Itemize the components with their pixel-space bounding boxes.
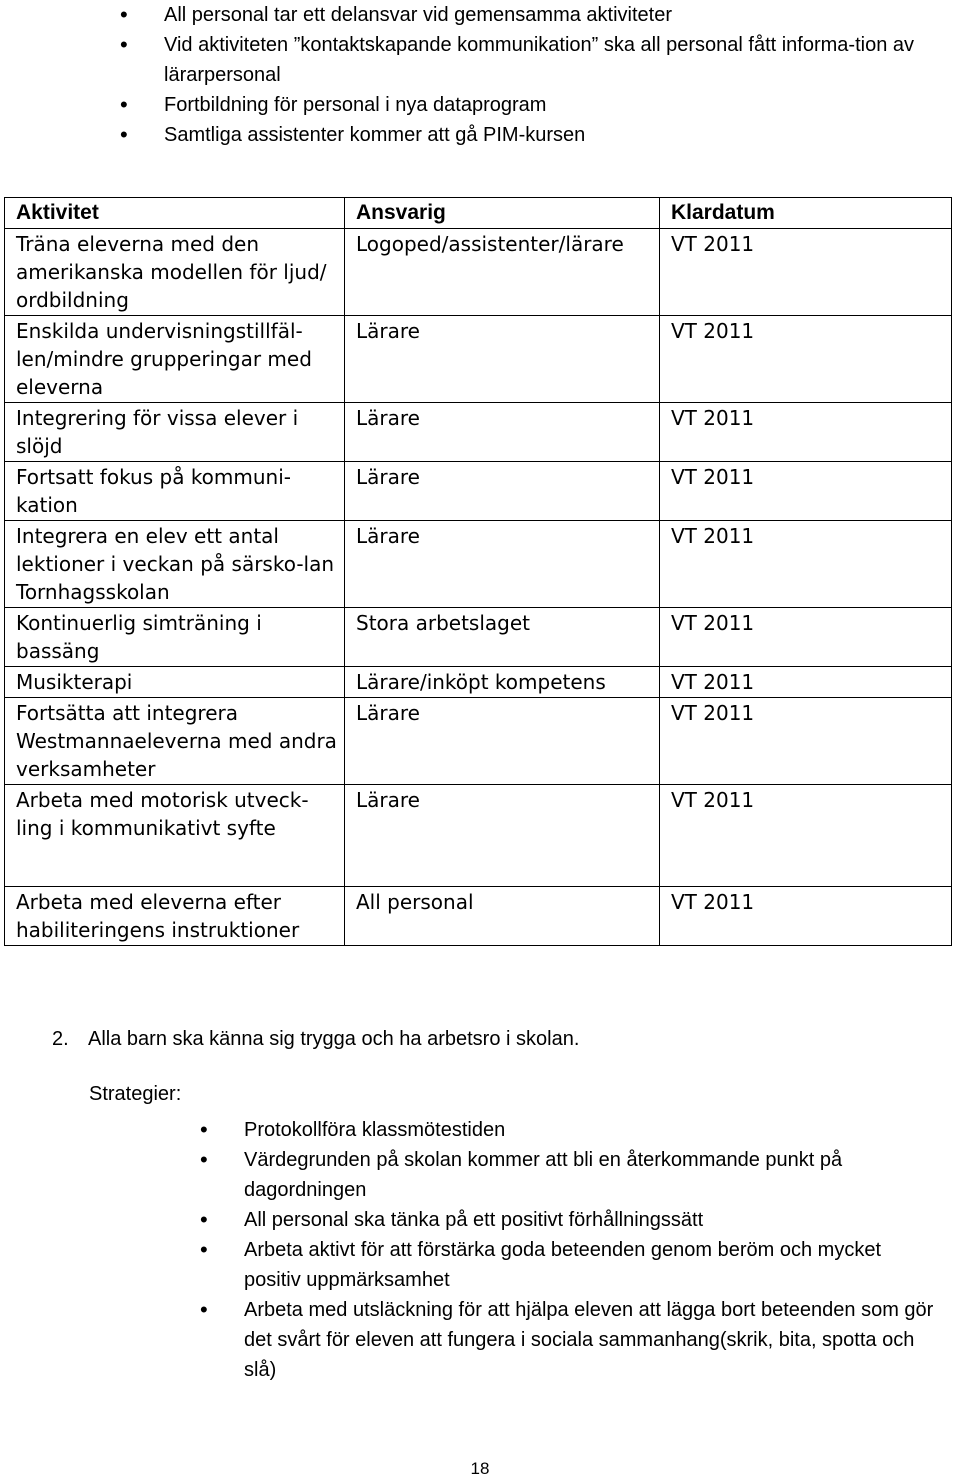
list-item: • Samtliga assistenter kommer att gå PIM-kursen <box>120 120 950 150</box>
table-row <box>5 887 952 946</box>
section-number: 2. <box>52 1028 69 1050</box>
cell-responsible: Lärare <box>345 521 660 608</box>
cell-due-date: VT 2011 <box>660 608 952 667</box>
cell-due-date: VT 2011 <box>660 316 952 403</box>
page-number: 18 <box>470 1459 490 1478</box>
cell-due-date: VT 2011 <box>660 698 952 785</box>
list-item: • Protokollföra klassmötestiden <box>200 1115 940 1145</box>
table-row <box>5 667 952 698</box>
table-row <box>5 462 952 521</box>
activity-table <box>4 197 952 905</box>
header-due-date: Klardatum <box>660 198 952 229</box>
list-item: • All personal ska tänka på ett positivt förhållningssätt <box>200 1205 940 1235</box>
table-row <box>5 698 952 785</box>
cell-activity: Fortsatt fokus på kommuni-kation <box>5 462 345 521</box>
cell-responsible: All personal <box>345 887 660 946</box>
list-item: • Vid aktiviteten ”kontaktskapande kommunikation” ska all personal fått informa-tion av lärarpersonal <box>120 30 950 90</box>
cell-responsible: Lärare <box>345 462 660 521</box>
cell-responsible: Lärare/inköpt kompetens <box>345 667 660 698</box>
cell-activity: Arbeta med eleverna efter habiliteringens instruktioner <box>5 887 345 946</box>
cell-responsible: Logoped/assistenter/lärare <box>345 229 660 316</box>
cell-due-date: VT 2011 <box>660 667 952 698</box>
cell-activity: Kontinuerlig simträning i bassäng <box>5 608 345 667</box>
table-header-row <box>5 198 952 229</box>
cell-due-date: VT 2011 <box>660 785 952 844</box>
cell-responsible: Lärare <box>345 403 660 462</box>
cell-activity: Musikterapi <box>5 667 345 698</box>
cell-activity: Integrera en elev ett antal lektioner i veckan på särsko-lan Tornhagsskolan <box>5 521 345 608</box>
table-row <box>5 521 952 608</box>
activity-table-continued <box>4 886 952 946</box>
list-item: • All personal tar ett delansvar vid gemensamma aktiviteter <box>120 0 950 30</box>
table-row <box>5 316 952 403</box>
strategies-label: Strategier: <box>89 1083 182 1105</box>
cell-responsible: Lärare <box>345 316 660 403</box>
header-responsible: Ansvarig <box>345 198 660 229</box>
cell-due-date: VT 2011 <box>660 887 952 946</box>
cell-activity: Enskilda undervisningstillfäl-len/mindre grupperingar med eleverna <box>5 316 345 403</box>
cell-activity: Fortsätta att integrera Westmannaeleverna med andra verksamheter <box>5 698 345 785</box>
list-item: • Värdegrunden på skolan kommer att bli en återkommande punkt på dagordningen <box>200 1145 940 1205</box>
section-heading <box>52 1024 579 1054</box>
list-item: • Fortbildning för personal i nya dataprogram <box>120 90 950 120</box>
table-row <box>5 608 952 667</box>
cell-responsible: Lärare <box>345 698 660 785</box>
list-item: • Arbeta med utsläckning för att hjälpa eleven att lägga bort beteenden som gör det svårt för eleven att fungera i sociala sammanhang(skrik, bita, spotta och slå) <box>200 1295 940 1385</box>
cell-due-date: VT 2011 <box>660 462 952 521</box>
cell-activity: Arbeta med motorisk utveck-ling i kommunikativt syfte <box>5 785 345 844</box>
list-item: • Arbeta aktivt för att förstärka goda beteenden genom beröm och mycket positiv uppmärksamhet <box>200 1235 940 1295</box>
strategies-list <box>200 1115 940 1385</box>
top-bullet-list <box>120 0 950 150</box>
table-row <box>5 403 952 462</box>
cell-activity: Integrering för vissa elever i slöjd <box>5 403 345 462</box>
cell-due-date: VT 2011 <box>660 403 952 462</box>
header-activity: Aktivitet <box>5 198 345 229</box>
table-row <box>5 785 952 844</box>
cell-activity: Träna eleverna med den amerikanska modellen för ljud/ ordbildning <box>5 229 345 316</box>
cell-due-date: VT 2011 <box>660 521 952 608</box>
table-row <box>5 229 952 316</box>
cell-responsible: Lärare <box>345 785 660 844</box>
section-title: Alla barn ska känna sig trygga och ha arbetsro i skolan. <box>88 1028 580 1050</box>
cell-responsible: Stora arbetslaget <box>345 608 660 667</box>
cell-due-date: VT 2011 <box>660 229 952 316</box>
